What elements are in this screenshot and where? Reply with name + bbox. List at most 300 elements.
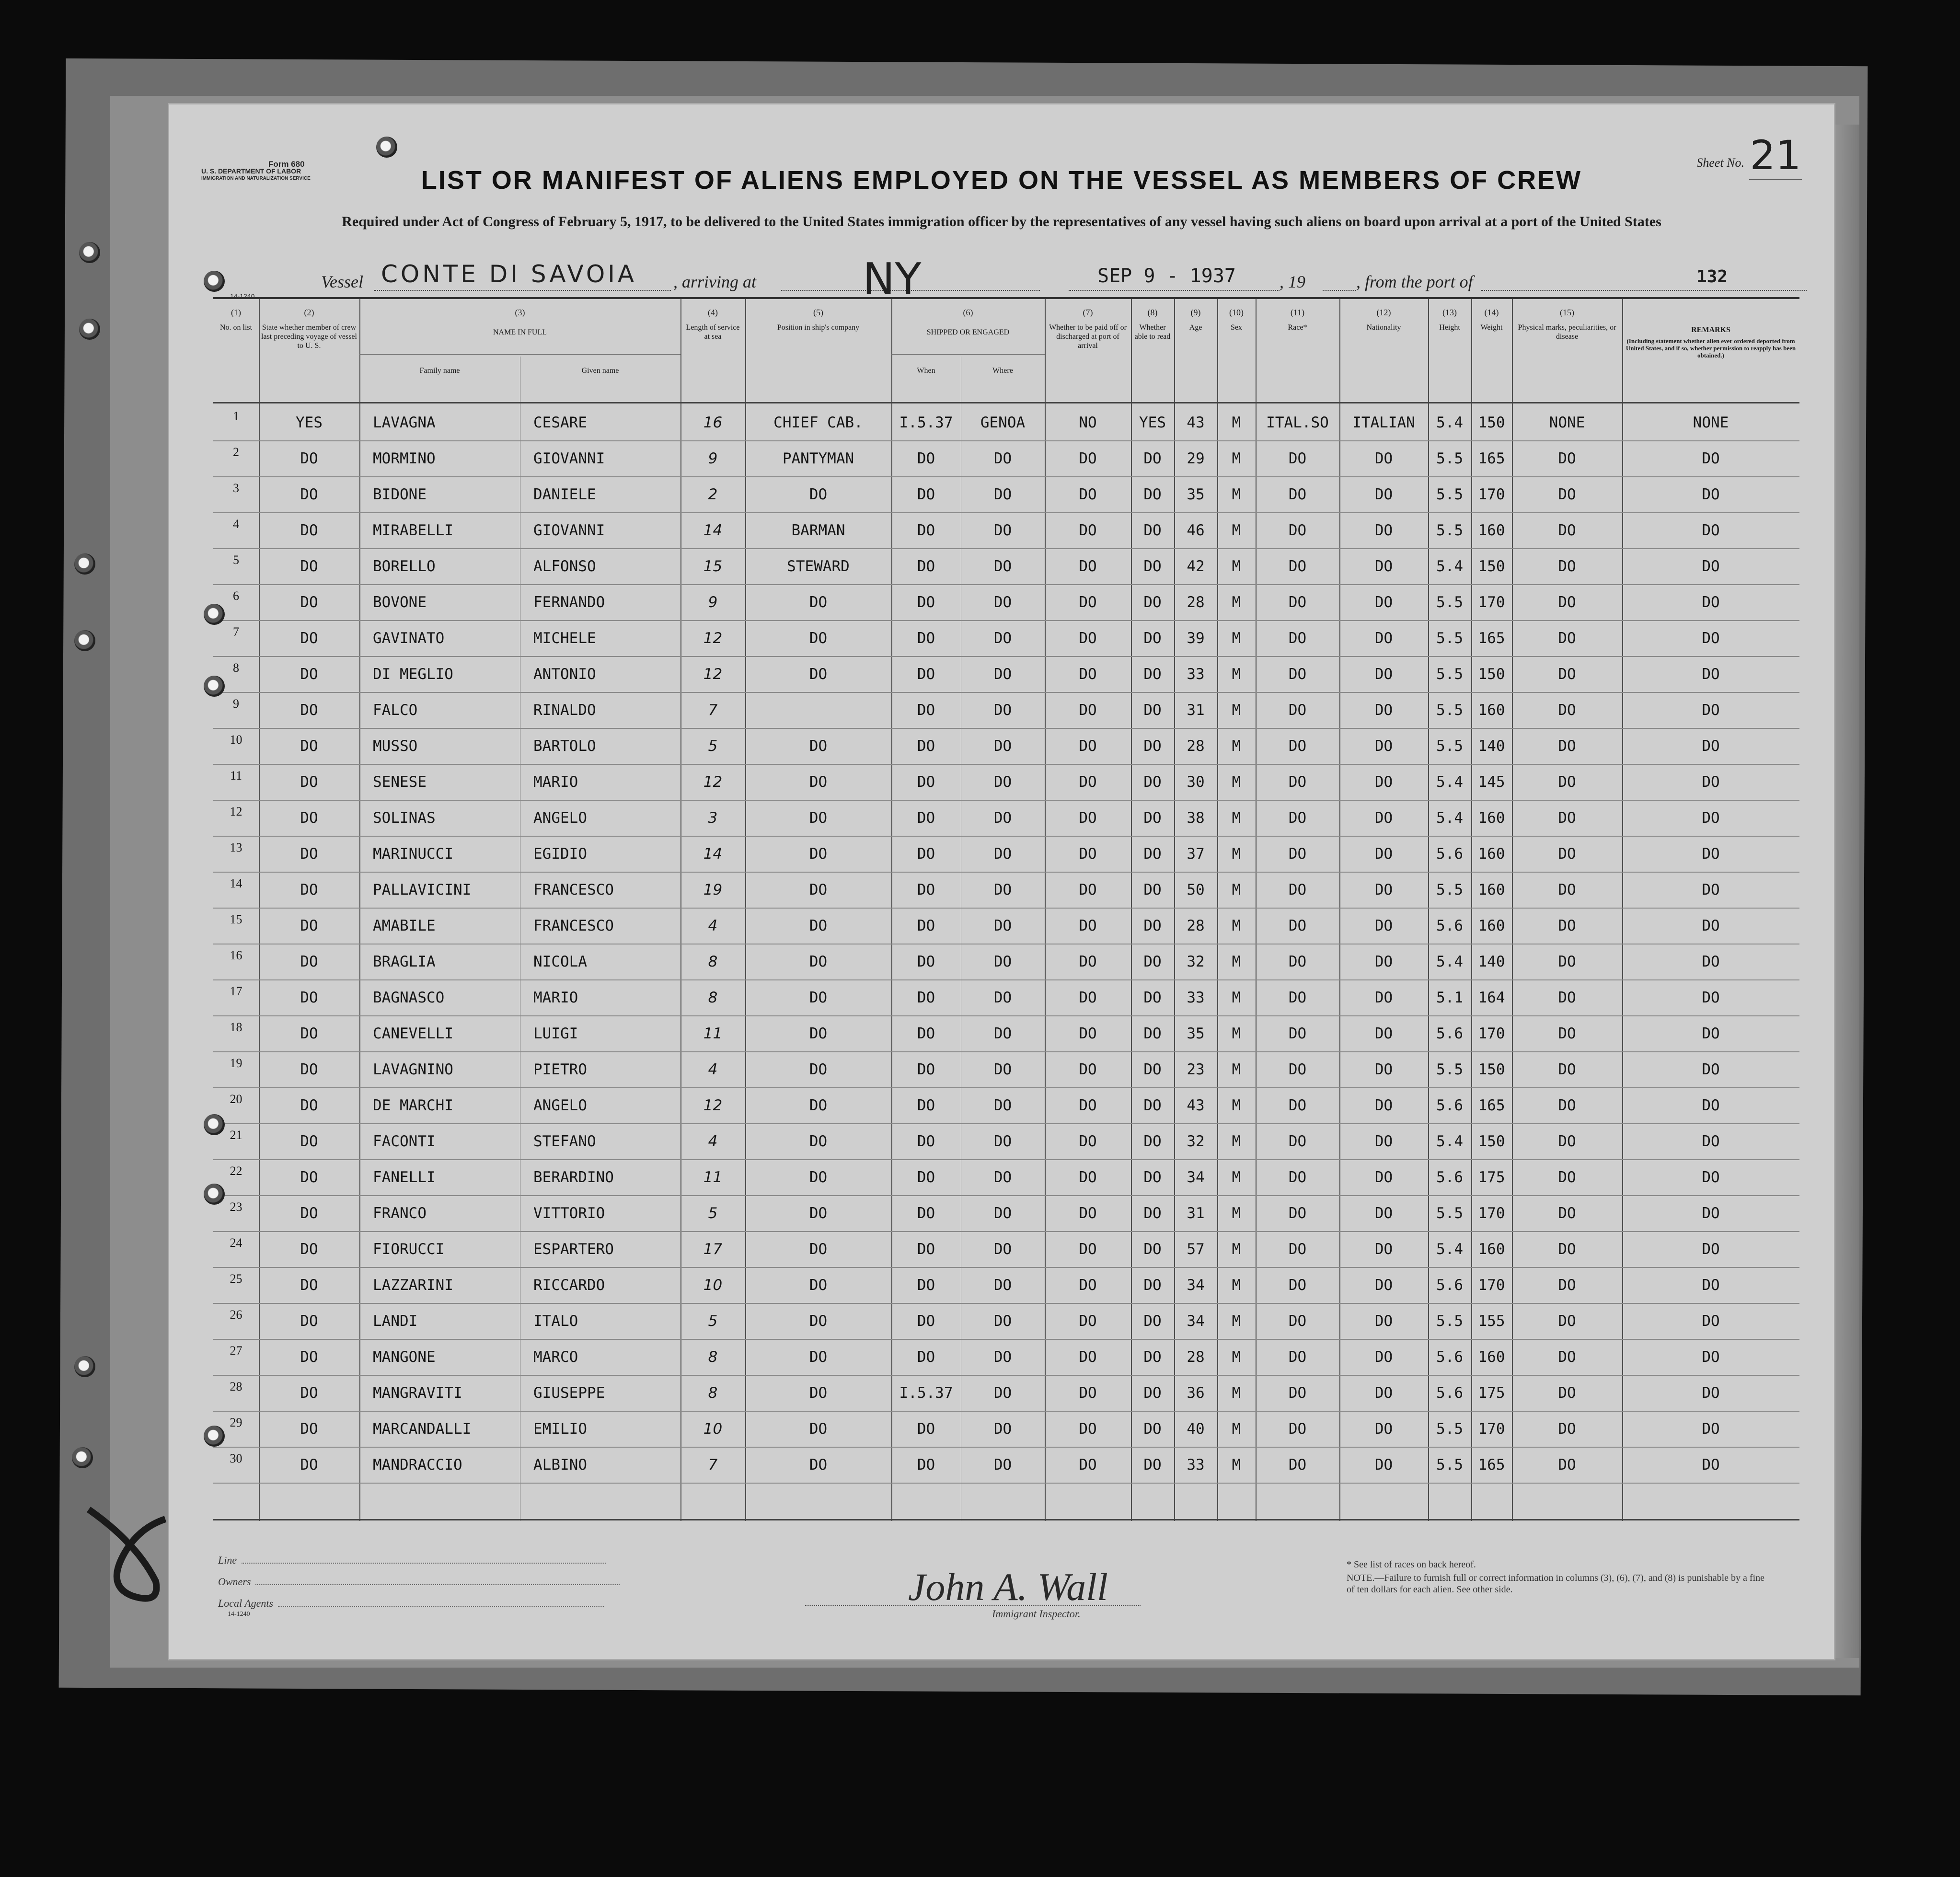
table-cell-remarks: DO bbox=[1702, 594, 1720, 611]
table-cell-family: MIRABELLI bbox=[373, 522, 453, 539]
table-cell-no: 17 bbox=[230, 984, 242, 998]
sheet-number: 21 bbox=[1750, 132, 1801, 179]
table-cell-when: DO bbox=[917, 1313, 935, 1330]
table-cell-where: DO bbox=[993, 1025, 1012, 1042]
binder-hole bbox=[204, 1426, 225, 1447]
row-rule bbox=[213, 440, 1799, 441]
row-rule bbox=[213, 584, 1799, 585]
table-cell-no: 23 bbox=[230, 1200, 242, 1214]
table-cell-race: DO bbox=[1288, 1420, 1307, 1438]
arriving-label: , arriving at bbox=[673, 272, 757, 291]
table-cell-sex: M bbox=[1232, 1456, 1241, 1474]
table-cell-remarks: DO bbox=[1702, 737, 1720, 755]
subheader-rule bbox=[359, 354, 680, 355]
table-cell-remarks: DO bbox=[1702, 702, 1720, 719]
table-cell-where: DO bbox=[993, 1277, 1012, 1294]
page-code: 132 bbox=[1696, 267, 1728, 287]
table-cell-weight: 160 bbox=[1478, 881, 1505, 898]
table-cell-where: DO bbox=[993, 594, 1012, 611]
table-cell-nationality: DO bbox=[1374, 486, 1393, 503]
table-cell-read: YES bbox=[1139, 414, 1166, 431]
column-number: (4) bbox=[708, 308, 718, 317]
column-header: State whether member of crew last preceding voyage of vessel to U. S. bbox=[261, 323, 357, 350]
table-cell-paid: DO bbox=[1079, 666, 1097, 683]
row-rule bbox=[213, 512, 1799, 513]
table-cell-height: 5.4 bbox=[1436, 809, 1463, 827]
table-cell-given: BARTOLO bbox=[533, 737, 596, 755]
table-cell-sex: M bbox=[1232, 1061, 1241, 1078]
table-cell-position: DO bbox=[809, 1169, 828, 1186]
table-cell-no: 12 bbox=[230, 805, 242, 818]
table-cell-age: 39 bbox=[1187, 630, 1205, 647]
table-cell-paid: DO bbox=[1079, 989, 1097, 1006]
table-cell-height: 5.6 bbox=[1436, 845, 1463, 863]
table-cell-nationality: DO bbox=[1374, 737, 1393, 755]
table-cell-family: FIORUCCI bbox=[373, 1241, 445, 1258]
table-cell-service: 8 bbox=[708, 1384, 718, 1402]
table-cell-remarks: DO bbox=[1702, 917, 1720, 934]
table-cell-marks: DO bbox=[1558, 989, 1576, 1006]
table-cell-race: DO bbox=[1288, 558, 1307, 575]
table-cell-weight: 160 bbox=[1478, 1348, 1505, 1366]
table-cell-position: DO bbox=[809, 1456, 828, 1474]
table-cell-paid: DO bbox=[1079, 845, 1097, 863]
column-number: (9) bbox=[1190, 308, 1201, 317]
table-cell-paid: DO bbox=[1079, 953, 1097, 970]
table-cell-family: MANGRAVITI bbox=[373, 1384, 462, 1402]
column-header: Sex bbox=[1231, 323, 1242, 332]
table-cell-no: 20 bbox=[230, 1092, 242, 1106]
table-cell-race: DO bbox=[1288, 1169, 1307, 1186]
row-rule bbox=[213, 1195, 1799, 1196]
table-cell-prev: DO bbox=[300, 1241, 318, 1258]
table-cell-remarks: DO bbox=[1702, 881, 1720, 898]
table-cell-height: 5.4 bbox=[1436, 953, 1463, 970]
table-cell-read: DO bbox=[1143, 917, 1162, 934]
table-cell-height: 5.6 bbox=[1436, 1277, 1463, 1294]
table-cell-family: DE MARCHI bbox=[373, 1097, 453, 1114]
row-rule bbox=[213, 979, 1799, 980]
column-header: Whether able to read bbox=[1134, 323, 1171, 341]
table-cell-service: 15 bbox=[703, 558, 723, 575]
agents-label: Local Agents bbox=[218, 1597, 274, 1609]
table-cell-where: DO bbox=[993, 1384, 1012, 1402]
table-cell-nationality: DO bbox=[1374, 1384, 1393, 1402]
table-cell-no: 29 bbox=[230, 1416, 242, 1429]
table-cell-remarks: DO bbox=[1702, 1313, 1720, 1330]
table-cell-weight: 165 bbox=[1478, 1456, 1505, 1474]
table-cell-race: DO bbox=[1288, 1025, 1307, 1042]
table-cell-position: DO bbox=[809, 773, 828, 791]
table-cell-read: DO bbox=[1143, 702, 1162, 719]
table-cell-sex: M bbox=[1232, 1097, 1241, 1114]
table-cell-marks: DO bbox=[1558, 522, 1576, 539]
table-cell-age: 31 bbox=[1187, 1205, 1205, 1222]
table-cell-given: BERARDINO bbox=[533, 1169, 614, 1186]
table-cell-service: 8 bbox=[708, 1348, 718, 1366]
table-cell-height: 5.5 bbox=[1436, 1205, 1463, 1222]
table-cell-no: 18 bbox=[230, 1020, 242, 1034]
table-cell-race: DO bbox=[1288, 845, 1307, 863]
column-rule bbox=[1471, 299, 1472, 1521]
table-cell-nationality: DO bbox=[1374, 989, 1393, 1006]
table-cell-weight: 175 bbox=[1478, 1169, 1505, 1186]
table-cell-no: 21 bbox=[230, 1128, 242, 1142]
column-rule bbox=[1131, 299, 1132, 1521]
table-cell-prev: DO bbox=[300, 486, 318, 503]
table-cell-service: 5 bbox=[708, 1313, 718, 1330]
table-cell-nationality: DO bbox=[1374, 702, 1393, 719]
table-cell-paid: DO bbox=[1079, 522, 1097, 539]
table-cell-sex: M bbox=[1232, 594, 1241, 611]
table-cell-position: DO bbox=[809, 1097, 828, 1114]
table-cell-where: DO bbox=[993, 666, 1012, 683]
table-cell-position: DO bbox=[809, 486, 828, 503]
table-cell-sex: M bbox=[1232, 881, 1241, 898]
table-cell-weight: 165 bbox=[1478, 450, 1505, 467]
row-rule bbox=[213, 1303, 1799, 1304]
table-cell-when: DO bbox=[917, 1133, 935, 1150]
table-cell-remarks: DO bbox=[1702, 486, 1720, 503]
table-cell-race: DO bbox=[1288, 737, 1307, 755]
column-number: (2) bbox=[304, 308, 314, 317]
table-cell-no: 15 bbox=[230, 912, 242, 926]
table-cell-marks: DO bbox=[1558, 1348, 1576, 1366]
table-cell-given: FRANCESCO bbox=[533, 881, 614, 898]
vessel-line bbox=[321, 254, 1807, 304]
table-cell-family: BAGNASCO bbox=[373, 989, 445, 1006]
table-cell-family: MARINUCCI bbox=[373, 845, 453, 863]
table-cell-weight: 175 bbox=[1478, 1384, 1505, 1402]
table-cell-race: DO bbox=[1288, 773, 1307, 791]
column-header: Height bbox=[1439, 323, 1460, 332]
signature-caption: Immigrant Inspector. bbox=[992, 1608, 1081, 1620]
table-cell-age: 29 bbox=[1187, 450, 1205, 467]
table-cell-prev: DO bbox=[300, 1384, 318, 1402]
table-cell-service: 12 bbox=[703, 773, 723, 791]
table-cell-position: DO bbox=[809, 845, 828, 863]
table-cell-marks: DO bbox=[1558, 702, 1576, 719]
table-cell-sex: M bbox=[1232, 1133, 1241, 1150]
table-cell-race: DO bbox=[1288, 917, 1307, 934]
table-cell-service: 4 bbox=[708, 1061, 718, 1078]
table-cell-given: FERNANDO bbox=[533, 594, 605, 611]
subheader-rule bbox=[891, 354, 1045, 355]
table-cell-sex: M bbox=[1232, 1025, 1241, 1042]
table-cell-sex: M bbox=[1232, 1348, 1241, 1366]
table-cell-given: RICCARDO bbox=[533, 1277, 605, 1294]
table-cell-read: DO bbox=[1143, 1169, 1162, 1186]
table-cell-service: 12 bbox=[703, 1097, 723, 1114]
table-cell-service: 7 bbox=[708, 702, 718, 719]
column-rule bbox=[680, 299, 681, 1521]
table-cell-service: 19 bbox=[703, 881, 723, 898]
table-cell-paid: DO bbox=[1079, 630, 1097, 647]
column-header: Age bbox=[1189, 323, 1202, 332]
table-cell-position: DO bbox=[809, 1061, 828, 1078]
table-cell-paid: DO bbox=[1079, 1169, 1097, 1186]
table-cell-weight: 165 bbox=[1478, 630, 1505, 647]
table-cell-age: 57 bbox=[1187, 1241, 1205, 1258]
table-cell-position: DO bbox=[809, 989, 828, 1006]
table-cell-where: DO bbox=[993, 1133, 1012, 1150]
row-rule bbox=[213, 656, 1799, 657]
table-cell-where: DO bbox=[993, 702, 1012, 719]
table-cell-nationality: DO bbox=[1374, 450, 1393, 467]
table-cell-age: 38 bbox=[1187, 809, 1205, 827]
column-header: Weight bbox=[1480, 323, 1503, 332]
table-cell-race: DO bbox=[1288, 989, 1307, 1006]
table-cell-remarks: DO bbox=[1702, 522, 1720, 539]
table-cell-paid: DO bbox=[1079, 1241, 1097, 1258]
table-cell-when: DO bbox=[917, 1097, 935, 1114]
table-cell-remarks: DO bbox=[1702, 558, 1720, 575]
table-cell-prev: DO bbox=[300, 1133, 318, 1150]
table-cell-weight: 170 bbox=[1478, 594, 1505, 611]
table-cell-height: 5.4 bbox=[1436, 558, 1463, 575]
table-cell-race: DO bbox=[1288, 1313, 1307, 1330]
table-cell-prev: DO bbox=[300, 1169, 318, 1186]
table-cell-where: DO bbox=[993, 486, 1012, 503]
table-cell-marks: DO bbox=[1558, 1277, 1576, 1294]
table-cell-service: 17 bbox=[703, 1241, 723, 1258]
table-cell-given: MARIO bbox=[533, 773, 578, 791]
table-cell-age: 42 bbox=[1187, 558, 1205, 575]
agents-field bbox=[218, 1597, 604, 1610]
column-subheader: When bbox=[917, 367, 935, 375]
table-cell-no: 8 bbox=[233, 661, 239, 675]
table-cell-age: 23 bbox=[1187, 1061, 1205, 1078]
table-cell-when: DO bbox=[917, 486, 935, 503]
table-cell-position: DO bbox=[809, 666, 828, 683]
table-cell-position: DO bbox=[809, 953, 828, 970]
table-cell-sex: M bbox=[1232, 486, 1241, 503]
table-cell-family: SENESE bbox=[373, 773, 427, 791]
table-cell-where: DO bbox=[993, 881, 1012, 898]
table-cell-when: DO bbox=[917, 1205, 935, 1222]
table-cell-paid: DO bbox=[1079, 1348, 1097, 1366]
table-cell-position: DO bbox=[809, 630, 828, 647]
column-number: (8) bbox=[1147, 308, 1158, 317]
table-cell-paid: DO bbox=[1079, 558, 1097, 575]
table-cell-prev: DO bbox=[300, 450, 318, 467]
service: IMMIGRATION AND NATURALIZATION SERVICE bbox=[201, 176, 311, 181]
table-cell-read: DO bbox=[1143, 1097, 1162, 1114]
inspector-signature: John A. Wall bbox=[908, 1565, 1108, 1609]
table-cell-age: 31 bbox=[1187, 702, 1205, 719]
table-cell-prev: DO bbox=[300, 522, 318, 539]
binder-hole bbox=[204, 604, 225, 625]
column-header: Race* bbox=[1288, 323, 1307, 332]
table-cell-age: 34 bbox=[1187, 1313, 1205, 1330]
table-cell-remarks: DO bbox=[1702, 1097, 1720, 1114]
table-cell-weight: 160 bbox=[1478, 845, 1505, 863]
table-cell-paid: DO bbox=[1079, 1097, 1097, 1114]
table-cell-sex: M bbox=[1232, 953, 1241, 970]
table-cell-nationality: DO bbox=[1374, 666, 1393, 683]
table-cell-service: 7 bbox=[708, 1456, 718, 1474]
page-title: LIST OR MANIFEST OF ALIENS EMPLOYED ON THE VESSEL AS MEMBERS OF CREW bbox=[421, 166, 1582, 195]
table-cell-age: 28 bbox=[1187, 594, 1205, 611]
table-cell-service: 16 bbox=[703, 414, 723, 431]
column-number: (14) bbox=[1484, 308, 1499, 317]
table-cell-race: DO bbox=[1288, 1456, 1307, 1474]
table-cell-family: CANEVELLI bbox=[373, 1025, 453, 1042]
table-cell-race: DO bbox=[1288, 486, 1307, 503]
table-cell-where: GENOA bbox=[980, 414, 1026, 431]
table-cell-marks: DO bbox=[1558, 450, 1576, 467]
year-label: , 19 bbox=[1280, 272, 1305, 291]
table-cell-service: 8 bbox=[708, 989, 718, 1006]
table-cell-sex: M bbox=[1232, 1169, 1241, 1186]
table-cell-family: BIDONE bbox=[373, 486, 427, 503]
table-cell-age: 35 bbox=[1187, 1025, 1205, 1042]
table-cell-no: 28 bbox=[230, 1380, 242, 1393]
table-cell-given: PIETRO bbox=[533, 1061, 587, 1078]
table-cell-sex: M bbox=[1232, 414, 1241, 431]
table-cell-marks: DO bbox=[1558, 809, 1576, 827]
column-rule bbox=[1217, 299, 1218, 1521]
table-cell-where: DO bbox=[993, 1241, 1012, 1258]
table-cell-given: ALFONSO bbox=[533, 558, 596, 575]
table-cell-given: ALBINO bbox=[533, 1456, 587, 1474]
table-cell-position: DO bbox=[809, 1348, 828, 1366]
table-cell-family: FALCO bbox=[373, 702, 418, 719]
table-cell-given: LUIGI bbox=[533, 1025, 578, 1042]
table-cell-weight: 150 bbox=[1478, 1061, 1505, 1078]
table-cell-height: 5.5 bbox=[1436, 702, 1463, 719]
table-cell-height: 5.4 bbox=[1436, 773, 1463, 791]
table-cell-position: DO bbox=[809, 881, 828, 898]
table-cell-position: DO bbox=[809, 1313, 828, 1330]
column-header: SHIPPED OR ENGAGED bbox=[926, 328, 1010, 336]
vessel-label: Vessel bbox=[321, 272, 363, 291]
table-cell-given: MICHELE bbox=[533, 630, 596, 647]
table-cell-read: DO bbox=[1143, 1348, 1162, 1366]
table-cell-paid: NO bbox=[1079, 414, 1097, 431]
table-cell-race: DO bbox=[1288, 953, 1307, 970]
table-cell-position: DO bbox=[809, 1205, 828, 1222]
table-cell-height: 5.5 bbox=[1436, 1313, 1463, 1330]
row-rule bbox=[213, 836, 1799, 837]
table-cell-remarks: DO bbox=[1702, 1420, 1720, 1438]
table-cell-age: 32 bbox=[1187, 953, 1205, 970]
column-header: REMARKS bbox=[1691, 326, 1730, 334]
table-cell-marks: DO bbox=[1558, 881, 1576, 898]
table-cell-weight: 160 bbox=[1478, 809, 1505, 827]
table-cell-nationality: DO bbox=[1374, 1313, 1393, 1330]
table-cell-weight: 170 bbox=[1478, 1277, 1505, 1294]
manifest-page bbox=[168, 103, 1835, 1660]
table-cell-family: DI MEGLIO bbox=[373, 666, 453, 683]
table-cell-read: DO bbox=[1143, 1133, 1162, 1150]
table-cell-no: 26 bbox=[230, 1308, 242, 1322]
table-cell-height: 5.5 bbox=[1436, 737, 1463, 755]
table-cell-prev: DO bbox=[300, 989, 318, 1006]
table-cell-where: DO bbox=[993, 989, 1012, 1006]
table-cell-read: DO bbox=[1143, 1025, 1162, 1042]
table-cell-when: DO bbox=[917, 594, 935, 611]
table-cell-nationality: DO bbox=[1374, 1277, 1393, 1294]
table-cell-marks: DO bbox=[1558, 1313, 1576, 1330]
table-cell-where: DO bbox=[993, 558, 1012, 575]
table-cell-age: 28 bbox=[1187, 737, 1205, 755]
table-cell-nationality: ITALIAN bbox=[1352, 414, 1415, 431]
column-number: (13) bbox=[1442, 308, 1457, 317]
column-rule bbox=[891, 299, 892, 1521]
table-cell-weight: 164 bbox=[1478, 989, 1505, 1006]
row-rule bbox=[213, 620, 1799, 621]
table-cell-family: LAVAGNA bbox=[373, 414, 436, 431]
table-cell-when: DO bbox=[917, 450, 935, 467]
column-number: (7) bbox=[1083, 308, 1093, 317]
column-subheader: Given name bbox=[581, 367, 619, 375]
table-cell-position: DO bbox=[809, 1384, 828, 1402]
table-cell-marks: DO bbox=[1558, 1420, 1576, 1438]
table-cell-paid: DO bbox=[1079, 809, 1097, 827]
table-cell-read: DO bbox=[1143, 953, 1162, 970]
table-cell-remarks: DO bbox=[1702, 1384, 1720, 1402]
table-cell-age: 34 bbox=[1187, 1277, 1205, 1294]
table-cell-height: 5.5 bbox=[1436, 1420, 1463, 1438]
column-rule bbox=[359, 299, 360, 1521]
table-cell-remarks: DO bbox=[1702, 630, 1720, 647]
table-cell-height: 5.6 bbox=[1436, 1169, 1463, 1186]
table-cell-sex: M bbox=[1232, 1384, 1241, 1402]
table-cell-race: DO bbox=[1288, 1097, 1307, 1114]
page-subtitle: Required under Act of Congress of February 5, 1917, to be delivered to the United States immigration officer by the representatives of any vessel having such aliens on board upon arrival at a port of the United States bbox=[342, 214, 1661, 230]
table-cell-service: 9 bbox=[708, 594, 718, 611]
table-cell-prev: DO bbox=[300, 558, 318, 575]
table-cell-age: 28 bbox=[1187, 917, 1205, 934]
table-cell-no: 9 bbox=[233, 697, 239, 711]
table-cell-read: DO bbox=[1143, 1456, 1162, 1474]
table-cell-marks: DO bbox=[1558, 486, 1576, 503]
table-cell-weight: 155 bbox=[1478, 1313, 1505, 1330]
table-cell-no: 13 bbox=[230, 841, 242, 854]
remarks-subheader: (Including statement whether alien ever ordered deported from United States, and if so, whether permission to reapply has been obtained.) bbox=[1626, 337, 1796, 359]
table-cell-sex: M bbox=[1232, 1277, 1241, 1294]
table-cell-given: EGIDIO bbox=[533, 845, 587, 863]
table-cell-marks: DO bbox=[1558, 558, 1576, 575]
table-cell-prev: DO bbox=[300, 1456, 318, 1474]
table-cell-prev: DO bbox=[300, 737, 318, 755]
column-subheader: Family name bbox=[419, 367, 460, 375]
table-cell-nationality: DO bbox=[1374, 881, 1393, 898]
table-cell-race: DO bbox=[1288, 522, 1307, 539]
table-cell-read: DO bbox=[1143, 1061, 1162, 1078]
table-cell-marks: DO bbox=[1558, 594, 1576, 611]
table-cell-race: DO bbox=[1288, 702, 1307, 719]
table-cell-remarks: DO bbox=[1702, 1456, 1720, 1474]
table-cell-race: DO bbox=[1288, 1241, 1307, 1258]
table-cell-family: LAZZARINI bbox=[373, 1277, 453, 1294]
table-cell-given: ESPARTERO bbox=[533, 1241, 614, 1258]
table-cell-when: DO bbox=[917, 666, 935, 683]
binder-hole bbox=[74, 630, 95, 651]
table-cell-where: DO bbox=[993, 773, 1012, 791]
row-rule bbox=[213, 1015, 1799, 1016]
column-subheader: Where bbox=[992, 367, 1013, 375]
table-cell-paid: DO bbox=[1079, 1456, 1097, 1474]
table-cell-height: 5.5 bbox=[1436, 594, 1463, 611]
table-cell-weight: 170 bbox=[1478, 486, 1505, 503]
table-cell-remarks: DO bbox=[1702, 989, 1720, 1006]
table-cell-no: 25 bbox=[230, 1272, 242, 1286]
table-cell-race: DO bbox=[1288, 1384, 1307, 1402]
table-cell-marks: DO bbox=[1558, 1097, 1576, 1114]
table-cell-race: DO bbox=[1288, 450, 1307, 467]
